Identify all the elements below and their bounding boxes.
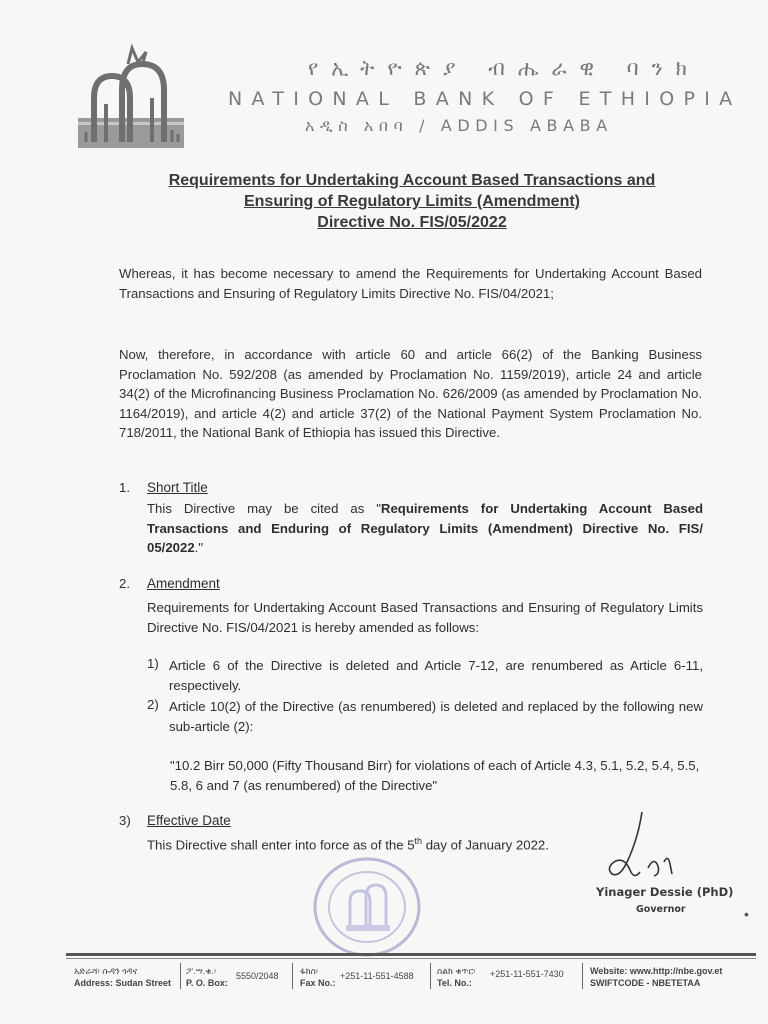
footer-pobox [186, 965, 228, 989]
section-2-heading: Amendment [147, 576, 220, 591]
bank-name-english: NATIONAL BANK OF ETHIOPIA [228, 88, 742, 110]
footer-address [74, 965, 171, 989]
nbe-logo-icon [72, 42, 190, 154]
title-line-2: Ensuring of Regulatory Limits (Amendment) [243, 193, 580, 210]
footer-pobox-label: P. O. Box: [186, 978, 228, 988]
footer-address-amharic: አድራሻ፡ ሱዳን ጎዳና [74, 966, 138, 976]
now-therefore-paragraph [119, 345, 702, 443]
footer-tel-label: Tel. No.: [437, 978, 472, 988]
title-line-3: Directive No. FIS/05/2022 [317, 214, 507, 231]
section-1-text-after: ." [194, 540, 204, 555]
section-1-body [147, 499, 703, 558]
bank-city: አዲስ አበባ / ADDIS ABABA [305, 116, 613, 135]
amendment-item-2-text: Article 10(2) of the Directive (as renumbered) is deleted and replaced by the following new sub-article (2): [169, 699, 703, 734]
footer-tel-value: +251-11-551-7430 [490, 969, 564, 979]
footer-separator [292, 963, 293, 989]
effective-date-text-after: day of January 2022. [422, 837, 549, 853]
now-therefore-text: in accordance with article 60 and article 66(2) of the Banking Business Proclamation No. 592/208 (as amended by Proclamation No. 1159/2019), article 24 and article 34(2) of the Microfinancing Business Proclamation No. 626/2009 (as amended by Proclamation No. 1164/2019), and article 4(2) and article 37(2) of the National Payment System Proclamation No. 718/2011, the National Bank of Ethiopia has issued this Directive. [119, 347, 703, 440]
footer-separator [430, 963, 431, 989]
signer-name: Yinager Dessie (PhD) [596, 885, 734, 899]
footer-separator [180, 963, 181, 989]
bank-name-amharic: የኢትዮጵያ ብሔራዊ ባንክ [308, 56, 701, 80]
amendment-item-1-number: 1) [147, 656, 159, 671]
footer-contact [590, 965, 722, 989]
effective-date-text-before: This Directive shall enter into force as of the 5 [147, 837, 415, 853]
signer-title: Governor [636, 904, 686, 915]
directive-title [100, 170, 724, 233]
official-seal-icon [310, 855, 425, 960]
footer-pobox-value: 5550/2048 [236, 971, 279, 981]
section-1-number: 1. [119, 480, 130, 495]
footer-rule-thin [66, 958, 756, 959]
footer-rule [66, 953, 756, 956]
footer-fax-value: +251-11-551-4588 [340, 971, 414, 981]
footer-swiftcode: SWIFTCODE - NBETETAA [590, 978, 701, 988]
footer-fax [300, 965, 336, 989]
footer-tel-amharic: ስልክ ቁጥር፡ [437, 966, 476, 976]
effective-date-ordinal: th [414, 836, 423, 846]
footer-address-english: Address: Sudan Street [74, 978, 172, 988]
section-2-number: 2. [119, 576, 130, 591]
footer-tel [437, 965, 475, 989]
footer-fax-amharic: ፋክስ፡ [300, 966, 319, 976]
footer-website: Website: www.http://nbe.gov.et [590, 966, 723, 976]
new-sub-article-quote: "10.2 Birr 50,000 (Fifty Thousand Birr) for violations of each of Article 4.3, 5.1, 5.2, 5.4, 5.5, 5.8, 6 and 7 (as renumbered) of the Directive" [170, 758, 700, 793]
section-1-citation: Requirements for Undertaking Account Based Transactions and Enduring of Regulatory Limits (Amendment) Directive No. FIS/ 05/2022 [147, 501, 703, 555]
footer-pobox-amharic: ፖ.ሣ.ቁ.፡ [186, 966, 217, 976]
footer-fax-label: Fax No.: [300, 978, 336, 988]
amendment-item-1-text: Article 6 of the Directive is deleted and Article 7-12, are renumbered as Article 6-11, respectively. [169, 658, 703, 693]
section-2-body: Requirements for Undertaking Account Based Transactions and Ensuring of Regulatory Limits Directive No. FIS/04/2021 is hereby amended as follows: [147, 600, 703, 635]
amendment-item-2-number: 2) [147, 697, 159, 712]
whereas-paragraph: Whereas, it has become necessary to amend the Requirements for Undertaking Account Based Transactions and Ensuring of Regulatory Limits Directive No. FIS/04/2021; [119, 266, 702, 301]
margin-mark: • [744, 906, 749, 922]
section-3-number: 3) [119, 813, 131, 828]
section-1-text-before: This Directive may be cited as " [147, 501, 381, 516]
section-3-heading: Effective Date [147, 813, 231, 828]
section-1-heading: Short Title [147, 480, 208, 495]
footer-separator [582, 963, 583, 989]
now-therefore-lead: Now, therefore, [119, 347, 215, 362]
title-line-1: Requirements for Undertaking Account Based Transactions and [168, 172, 656, 189]
